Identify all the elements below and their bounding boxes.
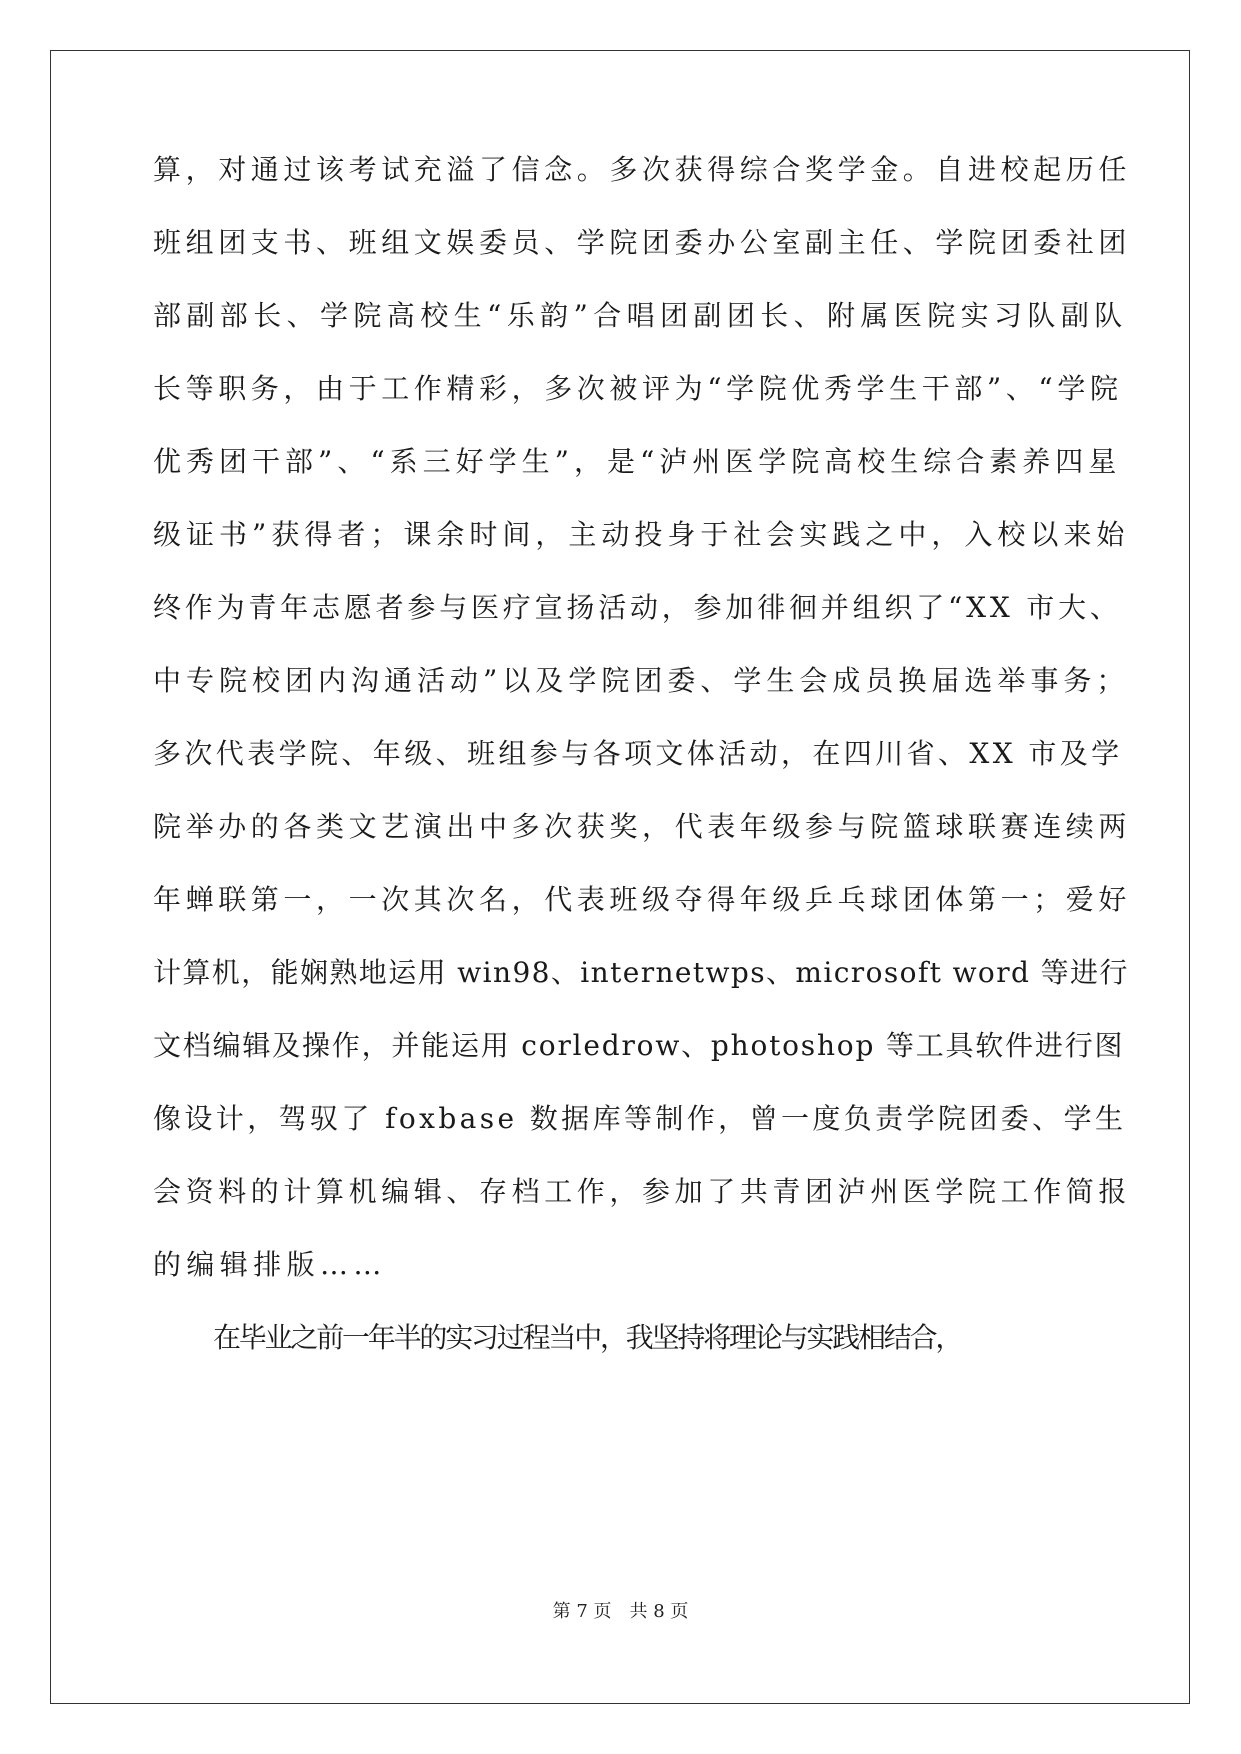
text-line: 中专院校团内沟通活动”以及学院团委、学生会成员换届选举事务； xyxy=(153,664,1130,697)
page-total: 共 8 页 xyxy=(629,1601,689,1622)
text-line: 优秀团干部”、“系三好学生”，是“泸州医学院高校生综合素养四星 xyxy=(153,445,1122,478)
text-line: 算，对通过该考试充溢了信念。多次获得综合奖学金。自进校起历任 xyxy=(153,153,1132,186)
text-line: 会资料的计算机编辑、存档工作，参加了共青团泸州医学院工作简报 xyxy=(153,1175,1132,1208)
text-line: 级证书”获得者；课余时间，主动投身于社会实践之中，入校以来始 xyxy=(153,518,1130,551)
text-line: 的编辑排版…… xyxy=(153,1248,387,1281)
paragraph-first-line: 在毕业之前一年半的实习过程当中，我坚持将理论与实践相结合， xyxy=(213,1321,962,1354)
page-number: 第 7 页 xyxy=(552,1601,612,1622)
text-line: 像设计，驾驭了 foxbase 数据库等制作，曾一度负责学院团委、学生 xyxy=(153,1102,1127,1135)
text-line: 终作为青年志愿者参与医疗宣扬活动，参加徘徊并组织了“XX 市大、 xyxy=(153,591,1122,624)
text-line: 长等职务，由于工作精彩，多次被评为“学院优秀学生干部”、“学院 xyxy=(153,372,1123,405)
text-line: 多次代表学院、年级、班组参与各项文体活动，在四川省、XX 市及学 xyxy=(153,737,1123,770)
text-line: 计算机，能娴熟地运用 win98、internetwps、microsoft word 等进行 xyxy=(153,956,1129,989)
text-line: 文档编辑及操作，并能运用 corledrow、photoshop 等工具软件进行图 xyxy=(153,1029,1125,1062)
text-line: 班组团支书、班组文娱委员、学院团委办公室副主任、学院团委社团 xyxy=(153,226,1132,259)
text-line: 部副部长、学院高校生“乐韵”合唱团副团长、附属医院实习队副队 xyxy=(153,299,1128,332)
text-line: 年蝉联第一，一次其次名，代表班级夺得年级乒乓球团体第一；爱好 xyxy=(153,883,1132,916)
text-line: 院举办的各类文艺演出中多次获奖，代表年级参与院篮球联赛连续两 xyxy=(153,810,1132,843)
page-footer xyxy=(0,1600,1241,1624)
